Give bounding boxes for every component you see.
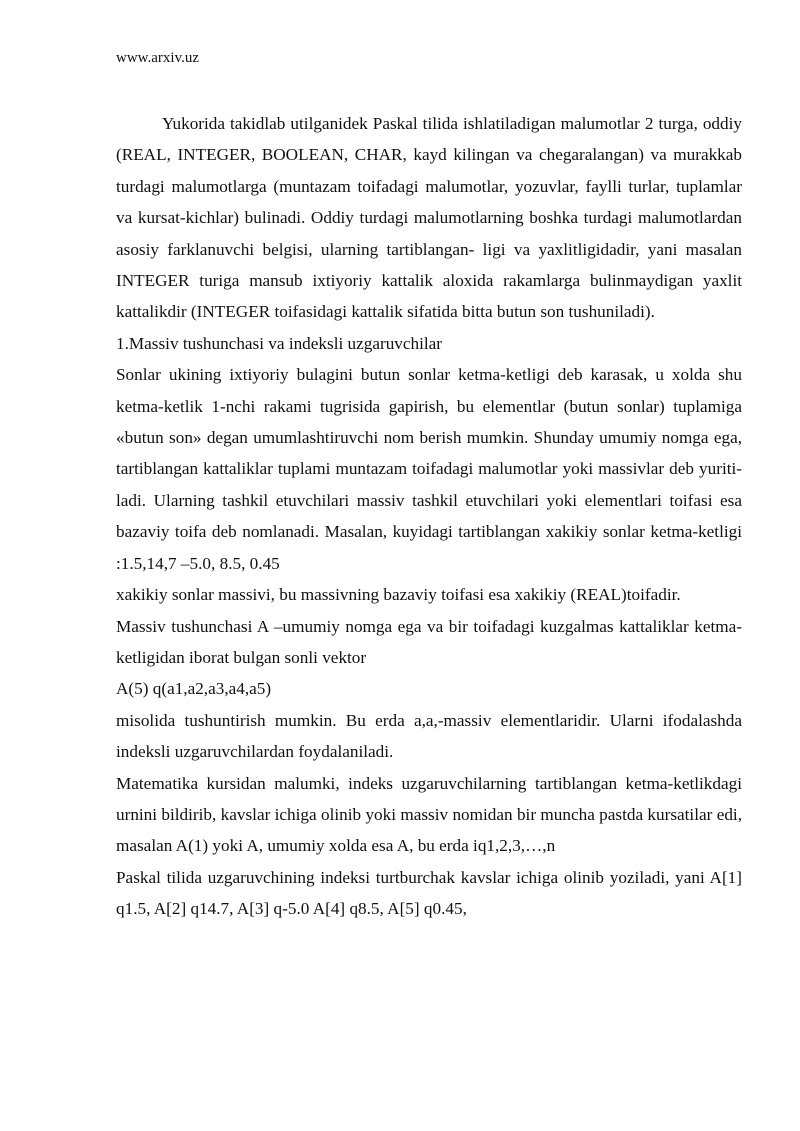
paragraph-real-massiv: xakikiy sonlar massivi, bu massivning bazaviy toifasi esa xakikiy (REAL)toifadir. — [116, 585, 681, 605]
section-heading: 1.Massiv tushunchasi va indeksli uzgaruvchilar — [116, 333, 443, 353]
paragraph-matematika: Matematika kursidan malumki, indeks uzgaruvchilarning tartiblangan ketma-ketlikdagi urnini bildirib, kavslar ichiga olinib yoki massiv nomidan bir muncha pastda kursatilar edi, masalan A(1) yoki A, umumiy xolda esa A, bu erda iq1,2,3,…,n — [116, 773, 742, 856]
formula-line: A(5) q(a1,a2,a3,a4,a5) — [116, 679, 272, 699]
document-body — [116, 108, 742, 925]
paragraph-intro: Yukorida takidlab utilganidek Paskal tilida ishlatiladigan malumotlar 2 turga, oddiy (REAL, INTEGER, BOOLEAN, CHAR, kayd kilingan va chegaralangan) va murakkab turdagi malumotlarga (muntazam toifadagi malumotlar, yozuvlar, faylli turlar, tuplamlar va kursat-kichlar) bulinadi. Oddiy turdagi malumotlarning boshka turdagi malumotlardan asosiy farklanuvchi belgisi, ularning tartiblangan- ligi va yaxlitligidadir, yani masalan INTEGER turiga mansub ixtiyoriy kattalik aloxida rakamlarga bulinmaydigan yaxlit kattalikdir (INTEGER toifasidagi kattalik sifatida bitta butun son tushuniladi). — [116, 114, 742, 322]
paragraph-sonlar: Sonlar ukining ixtiyoriy bulagini butun sonlar ketma-ketligi deb karasak, u xolda shu ketma-ketlik 1-nchi rakami tugrisida gapirish, bu elementlar (butun sonlar) tuplamiga «butun son» degan umumlashtiruvchi nom berish mumkin. Shunday umumiy nomga ega, tartiblangan kattaliklar tuplami muntazam toifadagi malumotlar yoki massivlar deb yuriti-ladi. Ularning tashkil etuvchilari massiv tashkil etuvchilari yoki elementlari toifasi esa bazaviy toifa deb nomlanadi. Masalan, kuyidagi tartiblangan xakikiy sonlar ketma-ketligi :1.5,14,7 –5.0, 8.5, 0.45 — [116, 365, 742, 573]
paragraph-paskal-index: Paskal tilida uzgaruvchining indeksi turtburchak kavslar ichiga olinib yoziladi, yani A[1] q1.5, A[2] q14.7, A[3] q-5.0 A[4] q8.5, A[5] q0.45, — [116, 867, 742, 919]
paragraph-misolida: misolida tushuntirish mumkin. Bu erda a,a,-massiv elementlaridir. Ularni ifodalashda indeksli uzgaruvchilardan foydalaniladi. — [116, 710, 742, 762]
paragraph-massiv-tushunchasi: Massiv tushunchasi A –umumiy nomga ega va bir toifadagi kuzgalmas kattaliklar ketma-ketligidan iborat bulgan sonli vektor — [116, 616, 742, 667]
header-url: www.arxiv.uz — [116, 50, 200, 66]
